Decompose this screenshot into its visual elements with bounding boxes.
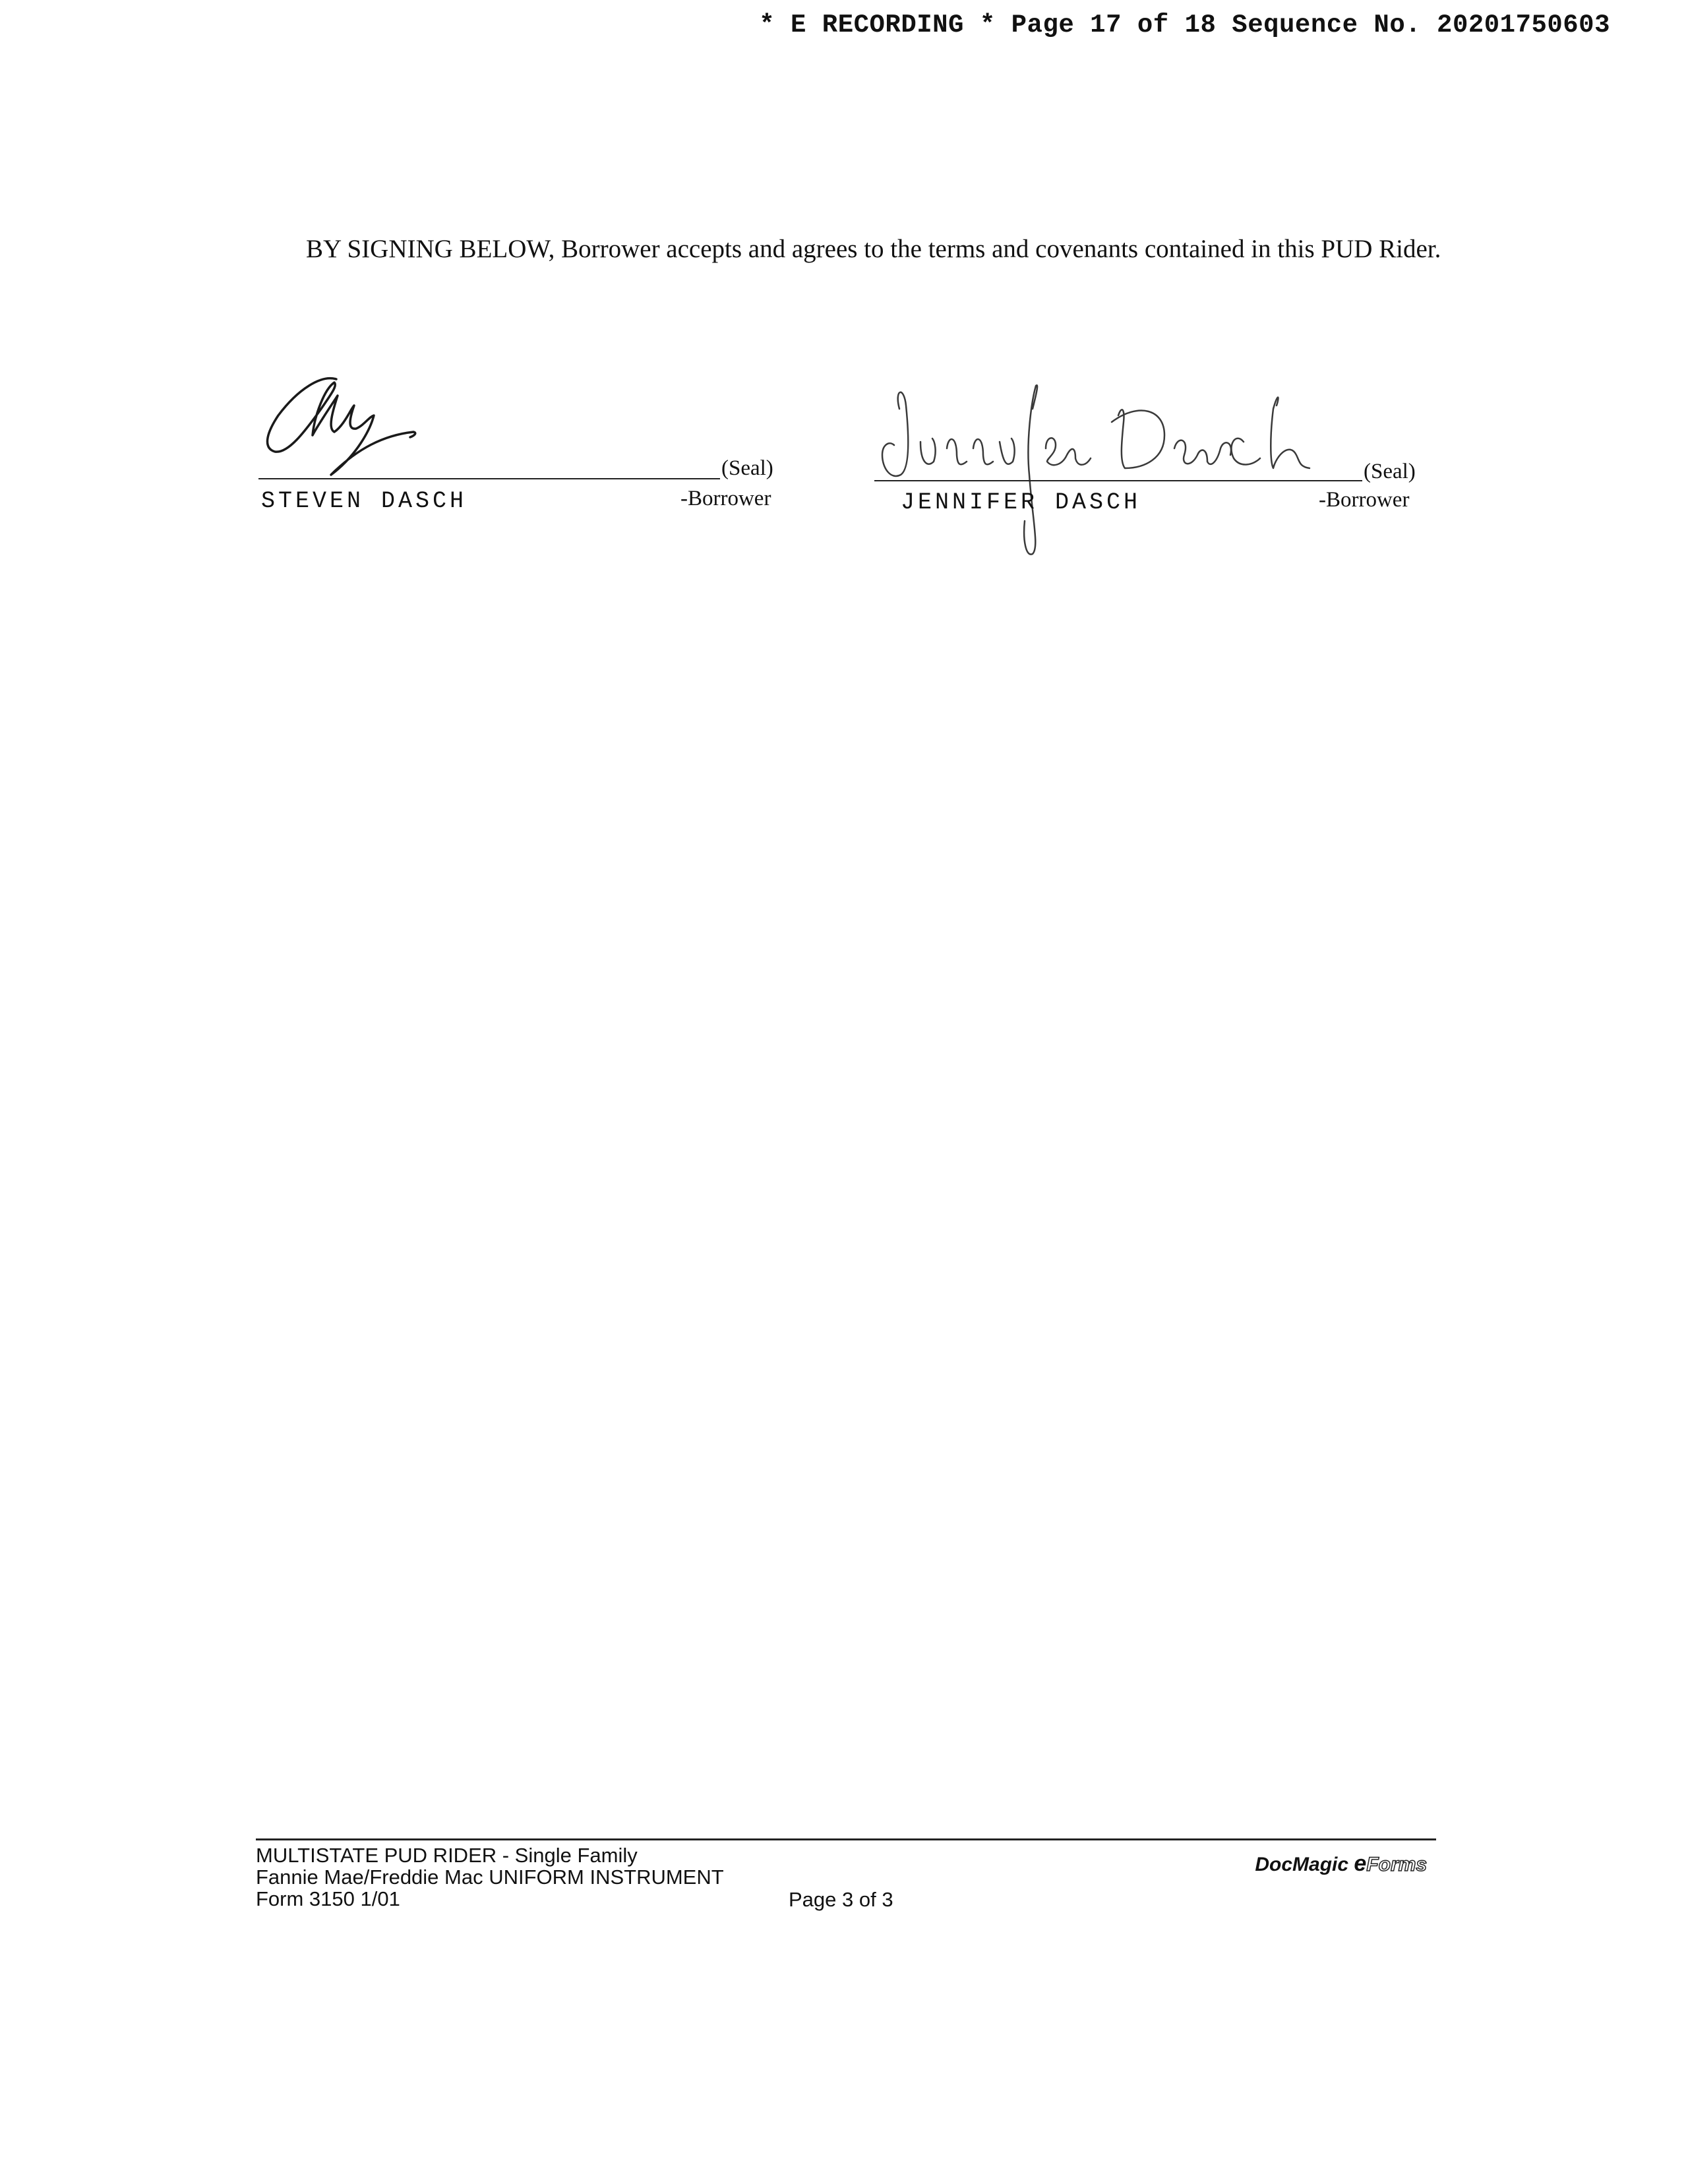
borrower-role-steven: -Borrower bbox=[680, 487, 771, 510]
signer-name-steven: STEVEN DASCH bbox=[261, 488, 467, 514]
footer-form-title: MULTISTATE PUD RIDER - Single Family bbox=[256, 1844, 638, 1867]
signature-block-steven bbox=[258, 369, 799, 528]
acceptance-text: BY SIGNING BELOW, Borrower accepts and agrees to the terms and covenants contained in this PUD Rider. bbox=[306, 235, 1441, 263]
recording-header: * E RECORDING * Page 17 of 18 Sequence No. 20201750603 bbox=[759, 11, 1610, 40]
handwritten-signature-steven bbox=[258, 369, 443, 488]
handwritten-signature-jennifer bbox=[874, 369, 1310, 580]
footer-form-number: Form 3150 1/01 bbox=[256, 1887, 400, 1910]
logo-text: DocMagic bbox=[1255, 1854, 1349, 1875]
signature-block-jennifer bbox=[874, 369, 1428, 528]
footer-page-number: Page 3 of 3 bbox=[789, 1888, 893, 1911]
signature-line-steven bbox=[258, 478, 720, 479]
acceptance-paragraph bbox=[258, 235, 1459, 264]
logo-forms: Forms bbox=[1366, 1854, 1427, 1875]
signer-name-jennifer: JENNIFER DASCH bbox=[901, 489, 1141, 516]
borrower-role-jennifer: -Borrower bbox=[1319, 488, 1410, 512]
seal-label-jennifer: (Seal) bbox=[1364, 460, 1416, 483]
footer-instrument: Fannie Mae/Freddie Mac UNIFORM INSTRUMENT bbox=[256, 1866, 724, 1889]
form-footer bbox=[256, 1838, 1436, 1913]
logo-e: e bbox=[1354, 1851, 1367, 1876]
footer-form-info bbox=[256, 1844, 724, 1910]
signature-line-jennifer bbox=[874, 480, 1362, 481]
docmagic-logo bbox=[1255, 1851, 1427, 1877]
seal-label-steven: (Seal) bbox=[721, 456, 773, 480]
